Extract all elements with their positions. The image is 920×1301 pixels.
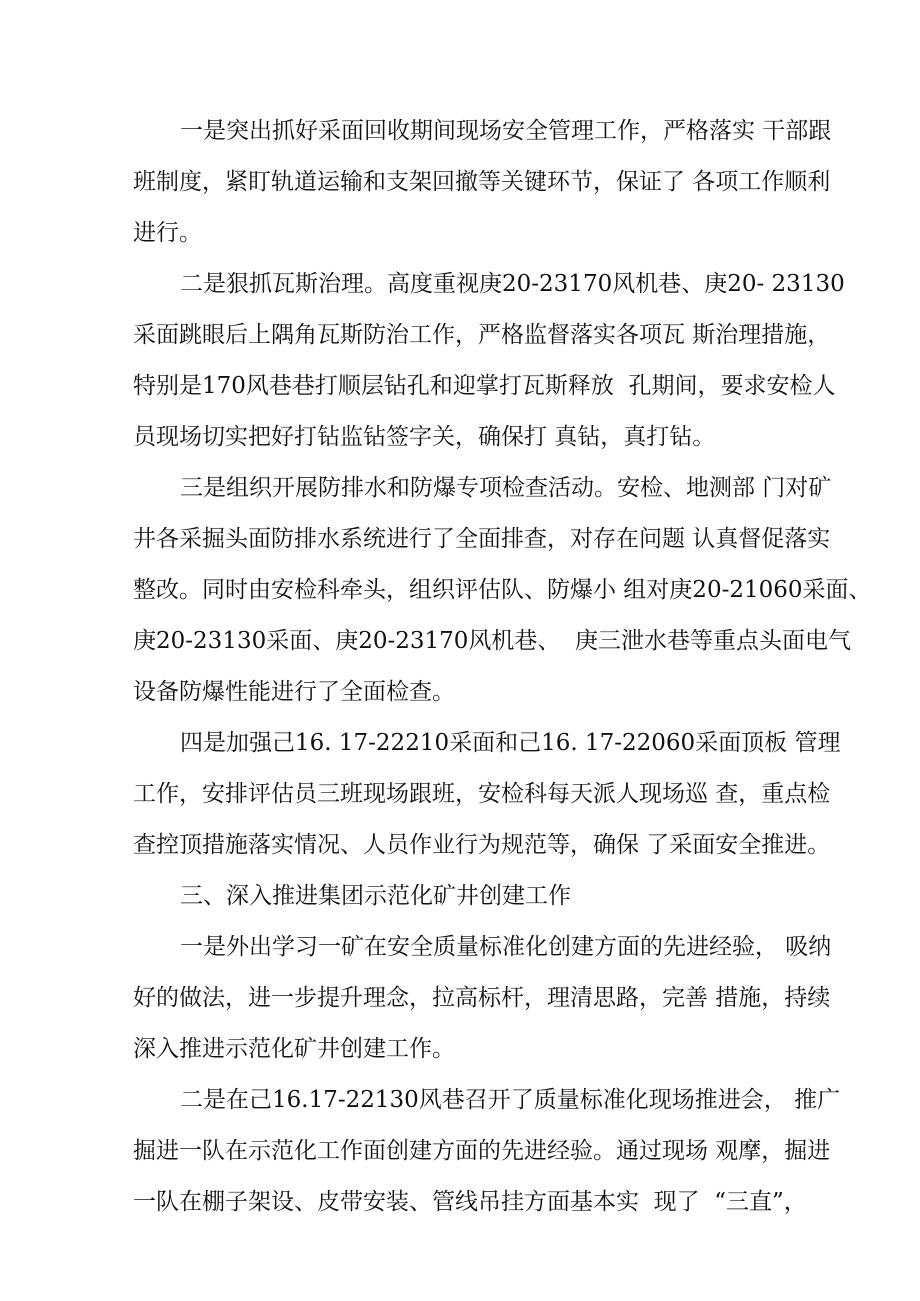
text-line: 深入推进示范化矿井创建工作。 bbox=[133, 1036, 455, 1062]
text-line: 二是在己16.17-22130风巷召开了质量标准化现场推进会， 推广 bbox=[180, 1087, 841, 1113]
text-line: 好的做法，进一步提升理念，拉高标杆，理清思路，完善 措施，持续 bbox=[133, 985, 831, 1011]
text-line: 庚20-23130采面、庚20-23170风机巷、 庚三泄水巷等重点头面电气 bbox=[133, 628, 852, 654]
text-line: 员现场切实把好打钻监钻签字关，确保打 真钻，真打钻。 bbox=[133, 424, 716, 450]
text-line: 设备防爆性能进行了全面检查。 bbox=[133, 679, 455, 705]
text-line: 工作，安排评估员三班现场跟班，安检科每天派人现场巡 查，重点检 bbox=[133, 781, 831, 807]
text-line: 掘进一队在示范化工作面创建方面的先进经验。通过现场 观摩，掘进 bbox=[133, 1138, 831, 1164]
text-line: 四是加强己16. 17-22210采面和己16. 17-22060采面顶板 管理 bbox=[180, 730, 841, 756]
text-line: 一是突出抓好采面回收期间现场安全管理工作，严格落实 干部跟 bbox=[180, 118, 832, 144]
text-line: 三是组织开展防排水和防爆专项检查活动。安检、地测部 门对矿 bbox=[180, 475, 832, 501]
text-line: 进行。 bbox=[133, 220, 202, 246]
text-line: 一队在棚子架设、皮带安装、管线吊挂方面基本实 现了 “三直”， bbox=[133, 1189, 807, 1215]
text-line: 二是狠抓瓦斯治理。高度重视庚20-23170风机巷、庚20- 23130 bbox=[180, 271, 845, 297]
text-line: 整改。同时由安检科牵头，组织评估队、防爆小 组对庚20-21060采面、 bbox=[133, 577, 872, 603]
text-line: 一是外出学习一矿在安全质量标准化创建方面的先进经验， 吸纳 bbox=[180, 934, 832, 960]
text-line: 班制度，紧盯轨道运输和支架回撤等关键环节，保证了 各项工作顺利 bbox=[133, 169, 831, 195]
text-line: 特别是170风巷巷打顺层钻孔和迎掌打瓦斯释放 孔期间，要求安检人 bbox=[133, 373, 836, 399]
section-heading: 三、深入推进集团示范化矿井创建工作 bbox=[180, 883, 571, 909]
text-line: 采面跳眼后上隅角瓦斯防治工作，严格监督落实各项瓦 斯治理措施， bbox=[133, 322, 831, 348]
text-line: 查控顶措施落实情况、人员作业行为规范等，确保 了采面安全推进。 bbox=[133, 832, 831, 858]
text-line: 井各采掘头面防排水系统进行了全面排查，对存在问题 认真督促落实 bbox=[133, 526, 831, 552]
